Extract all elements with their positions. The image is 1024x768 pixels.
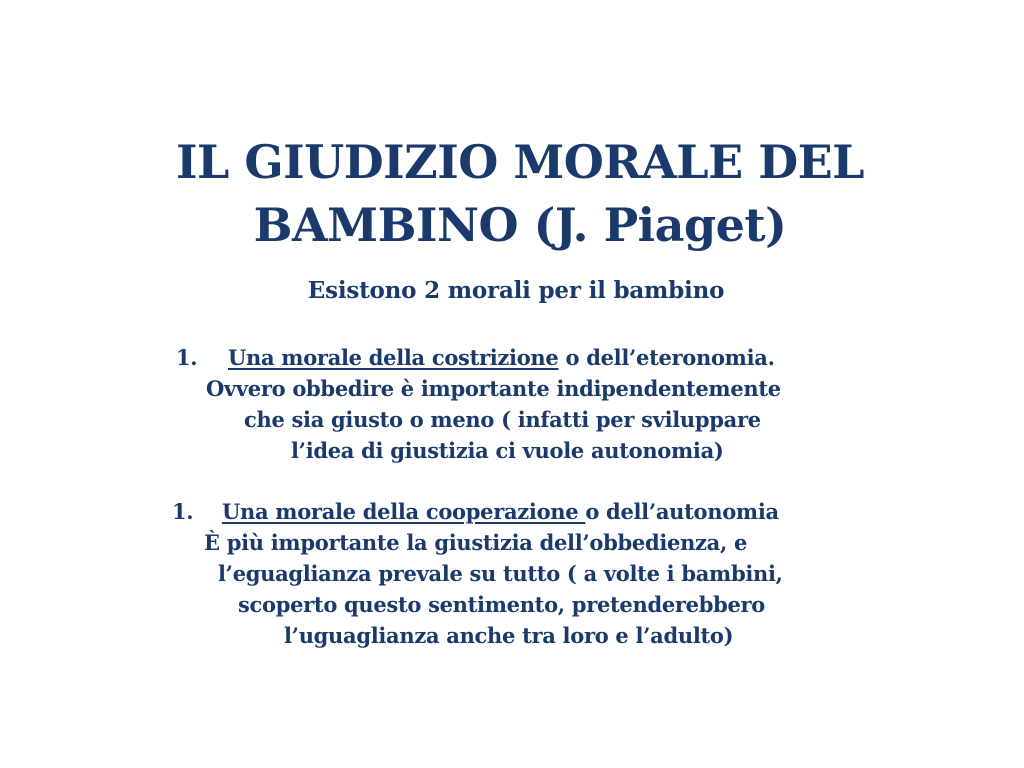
list-item-line: l’uguaglianza anche tra loro e l’adulto) bbox=[284, 623, 734, 648]
list-item-line: l’idea di giustizia ci vuole autonomia) bbox=[291, 438, 724, 463]
slide-subtitle: Esistono 2 morali per il bambino bbox=[307, 277, 725, 304]
list-item-line: scoperto questo sentimento, pretenderebbero bbox=[238, 592, 766, 617]
list-item-heading bbox=[228, 342, 775, 373]
list-number: 1. bbox=[172, 499, 194, 524]
list-item-line: È più importante la giustizia dell’obbedienza, e bbox=[204, 530, 748, 555]
list-item-line: l’eguaglianza prevale su tutto ( a volte i bambini, bbox=[218, 561, 783, 586]
heading-rest-text: o dell’eteronomia. bbox=[558, 345, 775, 370]
slide-title-line-2: BAMBINO (J. Piaget) bbox=[253, 198, 787, 252]
list-item-line: che sia giusto o meno ( infatti per sviluppare bbox=[244, 407, 761, 432]
heading-underlined-text: Una morale della costrizione bbox=[228, 345, 559, 370]
list-item-line: Ovvero obbedire è importante indipendentemente bbox=[206, 376, 781, 401]
list-number: 1. bbox=[176, 345, 198, 370]
heading-rest-text: o dell’autonomia bbox=[585, 499, 779, 524]
slide-title-line-1: IL GIUDIZIO MORALE DEL bbox=[175, 135, 864, 189]
heading-underlined-text: Una morale della cooperazione bbox=[222, 499, 586, 524]
list-item-heading bbox=[222, 496, 779, 527]
